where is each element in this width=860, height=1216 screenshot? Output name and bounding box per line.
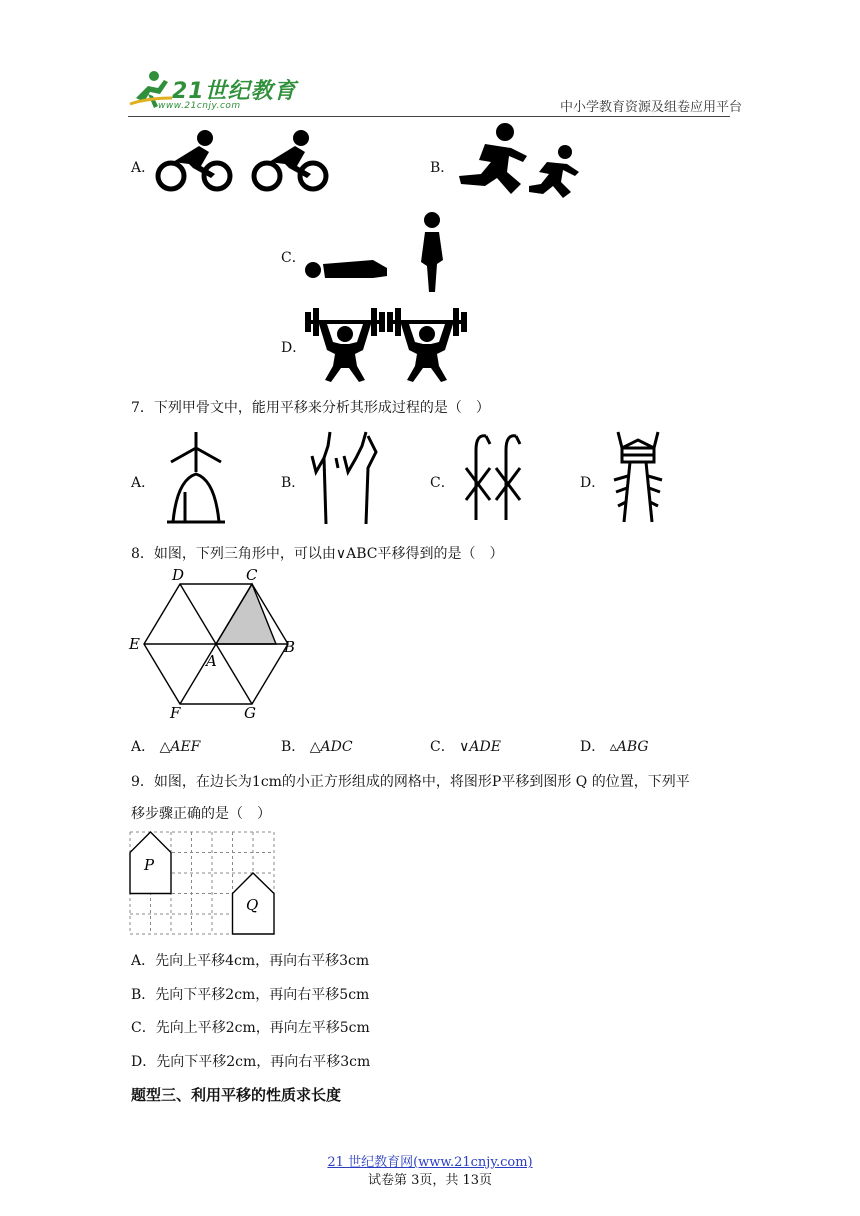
q8-option-c — [430, 736, 501, 756]
q7-text: 7．下列甲骨文中，能用平移来分析其形成过程的是（ ） — [131, 400, 490, 416]
q6-option-d-label: D． — [281, 340, 307, 356]
q7-option-c-label: C． — [430, 475, 455, 491]
runners-icon — [455, 122, 587, 204]
header-title: 中小学教育资源及组卷应用平台 — [560, 100, 743, 115]
q9-text-line2: 移步骤正确的是（ ） — [131, 806, 271, 822]
q8-option-a-label: A． — [131, 739, 156, 755]
logo-url: www.21cnjy.com — [158, 101, 241, 111]
q9-option-d: D．先向下平移2cm，再向右平移3cm — [131, 1054, 371, 1070]
cyclists-icon — [155, 128, 335, 196]
q8-option-b-value: △ADC — [309, 739, 353, 755]
q9-option-a: A．先向上平移4cm，再向右平移3cm — [131, 953, 370, 969]
q9-option-c: C．先向上平移2cm，再向左平移5cm — [131, 1020, 370, 1036]
q8-option-a — [131, 736, 200, 756]
q7-option-b-label: B． — [281, 475, 306, 491]
point-label-g: G — [244, 704, 256, 722]
point-label-e: E — [129, 635, 140, 653]
q8-option-d — [580, 736, 649, 756]
oracle-char-b-icon — [308, 428, 380, 526]
q8-option-c-label: C． — [430, 739, 455, 755]
q7-option-a-label: A． — [131, 475, 156, 491]
oracle-char-c-icon — [462, 430, 532, 526]
point-label-a: A — [206, 652, 217, 670]
footer-link[interactable]: 21 世纪教育网(www.21cnjy.com) — [327, 1155, 533, 1170]
q8-option-d-value: ▵ABG — [609, 739, 649, 755]
label-p: P — [144, 856, 155, 874]
hexagon-figure — [126, 568, 306, 728]
lying-standing-figures-icon — [303, 208, 463, 296]
grid-figure — [128, 828, 278, 938]
q7-option-d-label: D． — [580, 475, 606, 491]
q8-option-d-label: D． — [580, 739, 606, 755]
point-label-f: F — [170, 704, 181, 722]
point-label-c: C — [246, 568, 258, 584]
label-q: Q — [246, 896, 259, 914]
page-number: 试卷第 3页，共 13页 — [367, 1173, 493, 1188]
q9-option-b: B．先向下平移2cm，再向右平移5cm — [131, 987, 370, 1003]
q9-text-line1: 9．如图，在边长为1cm的小正方形组成的网格中，将图形P平移到图形 Q 的位置，下列平 — [131, 774, 690, 790]
q8-option-c-value: ∨ADE — [459, 739, 501, 755]
q6-option-b-label: B． — [430, 160, 455, 176]
q8-option-b-label: B． — [281, 739, 306, 755]
header-divider — [128, 116, 730, 117]
logo-text: 21世纪教育 — [172, 79, 297, 104]
q6-option-a-label: A． — [131, 160, 156, 176]
weightlifters-icon — [305, 304, 467, 382]
q8-text: 8．如图，下列三角形中，可以由∨ABC平移得到的是（ ） — [131, 546, 504, 562]
oracle-char-a-icon — [165, 430, 227, 526]
point-label-d: D — [172, 568, 185, 584]
q8-option-b — [281, 736, 353, 756]
point-label-b: B — [284, 638, 296, 656]
q8-option-a-value: △AEF — [159, 739, 201, 755]
section-title: 题型三、利用平移的性质求长度 — [131, 1086, 342, 1104]
q6-option-c-label: C． — [281, 250, 306, 266]
oracle-char-d-icon — [612, 430, 664, 524]
